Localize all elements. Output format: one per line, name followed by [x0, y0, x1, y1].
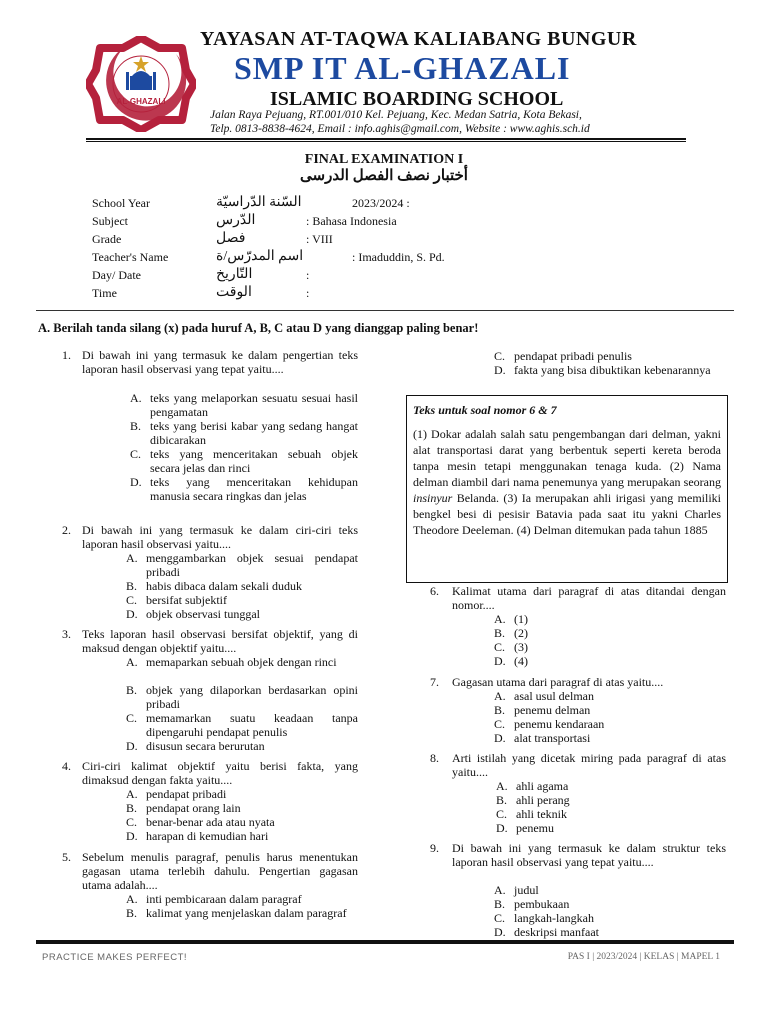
option-letter: D.	[126, 607, 138, 621]
answer-option[interactable]	[126, 607, 358, 621]
question-number: 1.	[62, 348, 71, 362]
info-arabic: اسم المدرّس/ة	[216, 249, 304, 264]
question-text: Arti istilah yang dicetak miring pada paragraf di atas yaitu....	[452, 751, 726, 779]
option-letter: D.	[494, 654, 506, 668]
info-value: : VIII	[306, 232, 333, 246]
option-letter: B.	[494, 626, 506, 640]
answer-option[interactable]	[494, 640, 724, 654]
option-letter: C.	[126, 815, 138, 829]
info-arabic: فصل	[216, 231, 246, 246]
option-text: inti pembicaraan dalam paragraf	[146, 892, 302, 906]
option-text: pendapat pribadi penulis	[514, 349, 632, 363]
option-letter: A.	[494, 612, 506, 626]
exam-title-arabic: أختبار نصف الفصل الدرسى	[300, 168, 468, 184]
option-text: memamarkan suatu keadaan tanpa dipengaruhi pendapat penulis	[146, 711, 358, 739]
option-letter: B.	[496, 793, 508, 807]
option-letter: A.	[130, 391, 142, 405]
option-text: penemu delman	[514, 703, 591, 717]
option-letter: B.	[126, 801, 138, 815]
answer-option[interactable]	[126, 787, 358, 801]
option-text: (3)	[514, 640, 528, 654]
option-text: alat transportasi	[514, 731, 591, 745]
school-address	[210, 108, 670, 136]
info-label: School Year	[92, 196, 151, 210]
answer-option[interactable]	[494, 717, 724, 731]
school-name: SMP IT AL-GHAZALI	[234, 50, 571, 86]
option-letter: B.	[494, 897, 506, 911]
option-text: pembukaan	[514, 897, 570, 911]
option-letter: D.	[126, 739, 138, 753]
question-number: 2.	[62, 523, 71, 537]
answer-option[interactable]	[494, 731, 724, 745]
info-label: Subject	[92, 214, 128, 228]
option-text: fakta yang bisa dibuktikan kebenarannya	[514, 363, 711, 377]
answer-option[interactable]	[126, 551, 358, 579]
info-label: Time	[92, 286, 117, 300]
mosque-icon	[130, 76, 152, 90]
option-text: penemu kendaraan	[514, 717, 605, 731]
option-text: menggambarkan objek sesuai pendapat pribadi	[146, 551, 358, 579]
question-text: Kalimat utama dari paragraf di atas ditandai dengan nomor....	[452, 584, 726, 612]
answer-option[interactable]	[494, 689, 724, 703]
answer-option[interactable]	[494, 911, 724, 925]
foundation-name: YAYASAN AT-TAQWA KALIABANG BUNGUR	[200, 28, 637, 50]
option-text: (4)	[514, 654, 528, 668]
section-a-instruction: A. Berilah tanda silang (x) pada huruf A, B, C atau D yang dianggap paling benar!	[38, 321, 479, 335]
answer-option[interactable]	[126, 906, 358, 920]
option-letter: C.	[130, 447, 142, 461]
option-text: ahli perang	[516, 793, 570, 807]
answer-option[interactable]	[130, 475, 358, 503]
option-letter: B.	[126, 906, 138, 920]
answer-option[interactable]	[126, 593, 358, 607]
option-text: habis dibaca dalam sekali duduk	[146, 579, 302, 593]
option-letter: A.	[494, 883, 506, 897]
answer-option[interactable]	[126, 655, 358, 669]
answer-option[interactable]	[494, 925, 724, 939]
answer-option[interactable]	[494, 883, 724, 897]
option-letter: B.	[130, 419, 142, 433]
info-arabic: الدّرس	[216, 213, 256, 228]
school-subtitle: ISLAMIC BOARDING SCHOOL	[270, 88, 564, 110]
answer-option[interactable]	[126, 711, 358, 739]
answer-option[interactable]	[130, 419, 358, 447]
option-letter: D.	[494, 731, 506, 745]
option-letter: C.	[126, 593, 138, 607]
passage-text: (1) Dokar adalah salah satu pengembangan dari delman, yakni alat transportasi darat yang berbentuk seperti kereta beroda tanpa mesin tetapi menggunakan tenaga kuda. (2) Nama delman diambil dari nama penemunya yang merupakan seorang insinyur Belanda. (3) Ia merupakan ahli irigasi yang memiliki bengkel besi di pesisir Batavia pada saat itu yakni Charles Theodore Deeleman. (4) Delman ditemukan pada tahun 1885	[413, 427, 721, 537]
exam-title: FINAL EXAMINATION I	[304, 152, 464, 167]
info-value: :	[306, 286, 310, 300]
option-letter: A.	[126, 551, 138, 565]
answer-option[interactable]	[130, 447, 358, 475]
option-text: pendapat pribadi	[146, 787, 227, 801]
option-text: ahli teknik	[516, 807, 567, 821]
option-text: teks yang melaporkan sesuatu sesuai hasil pengamatan	[150, 391, 358, 419]
question-number: 9.	[430, 841, 439, 855]
option-text: harapan di kemudian hari	[146, 829, 269, 843]
question-text: Ciri-ciri kalimat objektif yaitu berisi fakta, yang dimaksud dengan fakta yaitu....	[82, 759, 358, 787]
logo-text: AL-GHAZALI	[116, 97, 166, 106]
answer-option[interactable]	[126, 815, 358, 829]
question-number: 4.	[62, 759, 71, 773]
info-arabic: التّاريخ	[216, 267, 253, 282]
info-value: 2023/2024 :	[352, 196, 410, 210]
question-number: 7.	[430, 675, 439, 689]
school-logo	[86, 36, 196, 132]
info-value: : Imaduddin, S. Pd.	[352, 250, 445, 264]
question-text: Teks laporan hasil observasi bersifat objektif, yang di maksud dengan objektif yaitu....	[82, 627, 358, 655]
option-letter: D.	[496, 821, 508, 835]
answer-option[interactable]	[494, 626, 724, 640]
option-letter: B.	[126, 579, 138, 593]
option-letter: C.	[494, 911, 506, 925]
option-letter: A.	[494, 689, 506, 703]
option-text: teks yang berisi kabar yang sedang hangat dibicarakan	[150, 419, 358, 447]
option-text: (1)	[514, 612, 528, 626]
option-letter: A.	[126, 655, 138, 669]
option-letter: D.	[130, 475, 142, 489]
question-number: 6.	[430, 584, 439, 598]
option-letter: C.	[494, 349, 506, 363]
answer-option[interactable]	[130, 391, 358, 419]
question-number: 3.	[62, 627, 71, 641]
answer-option[interactable]	[126, 829, 358, 843]
answer-option[interactable]	[126, 801, 358, 815]
reading-passage-box	[406, 395, 728, 583]
question-text: Sebelum menulis paragraf, penulis harus menentukan gagasan utama terlebih dahulu. Pengertian gagasan utama adalah....	[82, 850, 358, 892]
option-letter: A.	[126, 892, 138, 906]
option-text: penemu	[516, 821, 554, 835]
answer-option[interactable]	[496, 807, 724, 821]
info-arabic: الوقت	[216, 285, 252, 300]
answer-option[interactable]	[496, 821, 724, 835]
option-text: memaparkan sebuah objek dengan rinci	[146, 655, 337, 669]
answer-option[interactable]	[494, 363, 726, 377]
question-text: Gagasan utama dari paragraf di atas yaitu....	[452, 675, 664, 689]
answer-option[interactable]	[126, 579, 358, 593]
passage-title: Teks untuk soal nomor 6 & 7	[413, 403, 557, 417]
question-text: Di bawah ini yang termasuk ke dalam ciri-ciri teks laporan hasil observasi yaitu....	[82, 523, 358, 551]
option-letter: B.	[126, 683, 138, 697]
option-text: judul	[514, 883, 539, 897]
option-text: objek observasi tunggal	[146, 607, 260, 621]
header-rule-thin	[86, 141, 686, 142]
question-number: 8.	[430, 751, 439, 765]
option-letter: C.	[496, 807, 508, 821]
answer-option[interactable]	[496, 793, 724, 807]
answer-option[interactable]	[494, 612, 724, 626]
address-line-1: Jalan Raya Pejuang, RT.001/010 Kel. Pejuang, Kec. Medan Satria, Kota Bekasi,	[210, 109, 582, 121]
option-letter: D.	[494, 363, 506, 377]
option-text: teks yang menceritakan sebuah objek secara jelas dan rinci	[150, 447, 358, 475]
option-letter: D.	[494, 925, 506, 939]
option-text: kalimat yang menjelaskan dalam paragraf	[146, 906, 347, 920]
question-number: 5.	[62, 850, 71, 864]
section-divider	[36, 310, 734, 311]
option-text: teks yang menceritakan kehidupan manusia secara ringkas dan jelas	[150, 475, 358, 503]
question-text: Di bawah ini yang termasuk ke dalam pengertian teks laporan hasil observasi yang tepat yaitu....	[82, 348, 358, 376]
answer-option[interactable]	[126, 739, 358, 753]
answer-option[interactable]	[494, 654, 724, 668]
answer-option[interactable]	[494, 897, 724, 911]
option-letter: A.	[496, 779, 508, 793]
option-letter: C.	[494, 717, 506, 731]
info-label: Grade	[92, 232, 122, 246]
option-letter: B.	[494, 703, 506, 717]
option-text: asal usul delman	[514, 689, 594, 703]
option-text: disusun secara berurutan	[146, 739, 265, 753]
question-text: Di bawah ini yang termasuk ke dalam struktur teks laporan hasil observasi yang tepat yaitu....	[452, 841, 726, 869]
option-letter: C.	[494, 640, 506, 654]
info-label: Teacher's Name	[92, 250, 169, 264]
answer-option[interactable]	[494, 703, 724, 717]
answer-option[interactable]	[126, 683, 358, 711]
option-letter: C.	[126, 711, 138, 725]
option-text: langkah-langkah	[514, 911, 594, 925]
option-text: objek yang dilaporkan berdasarkan opini pribadi	[146, 683, 358, 711]
info-arabic: السّنة الدّراسيّة	[216, 195, 302, 210]
option-text: (2)	[514, 626, 528, 640]
option-text: deskripsi manfaat	[514, 925, 599, 939]
option-text: bersifat subjektif	[146, 593, 227, 607]
footer-rule	[36, 940, 734, 944]
option-text: ahli agama	[516, 779, 569, 793]
footer-motto: PRACTICE MAKES PERFECT!	[42, 952, 188, 963]
option-text: benar-benar ada atau nyata	[146, 815, 275, 829]
info-value: : Bahasa Indonesia	[306, 214, 397, 228]
header-rule	[86, 138, 686, 140]
footer-page-info: PAS I | 2023/2024 | KELAS | MAPEL 1	[567, 952, 720, 962]
answer-option[interactable]	[126, 892, 358, 906]
option-letter: A.	[126, 787, 138, 801]
answer-option[interactable]	[496, 779, 724, 793]
info-value: :	[306, 268, 310, 282]
info-label: Day/ Date	[92, 268, 141, 282]
contact-line: Telp. 0813-8838-4624, Email : info.aghis@gmail.com, Website : www.aghis.sch.id	[210, 123, 590, 135]
answer-option[interactable]	[494, 349, 726, 363]
option-letter: D.	[126, 829, 138, 843]
option-text: pendapat orang lain	[146, 801, 241, 815]
